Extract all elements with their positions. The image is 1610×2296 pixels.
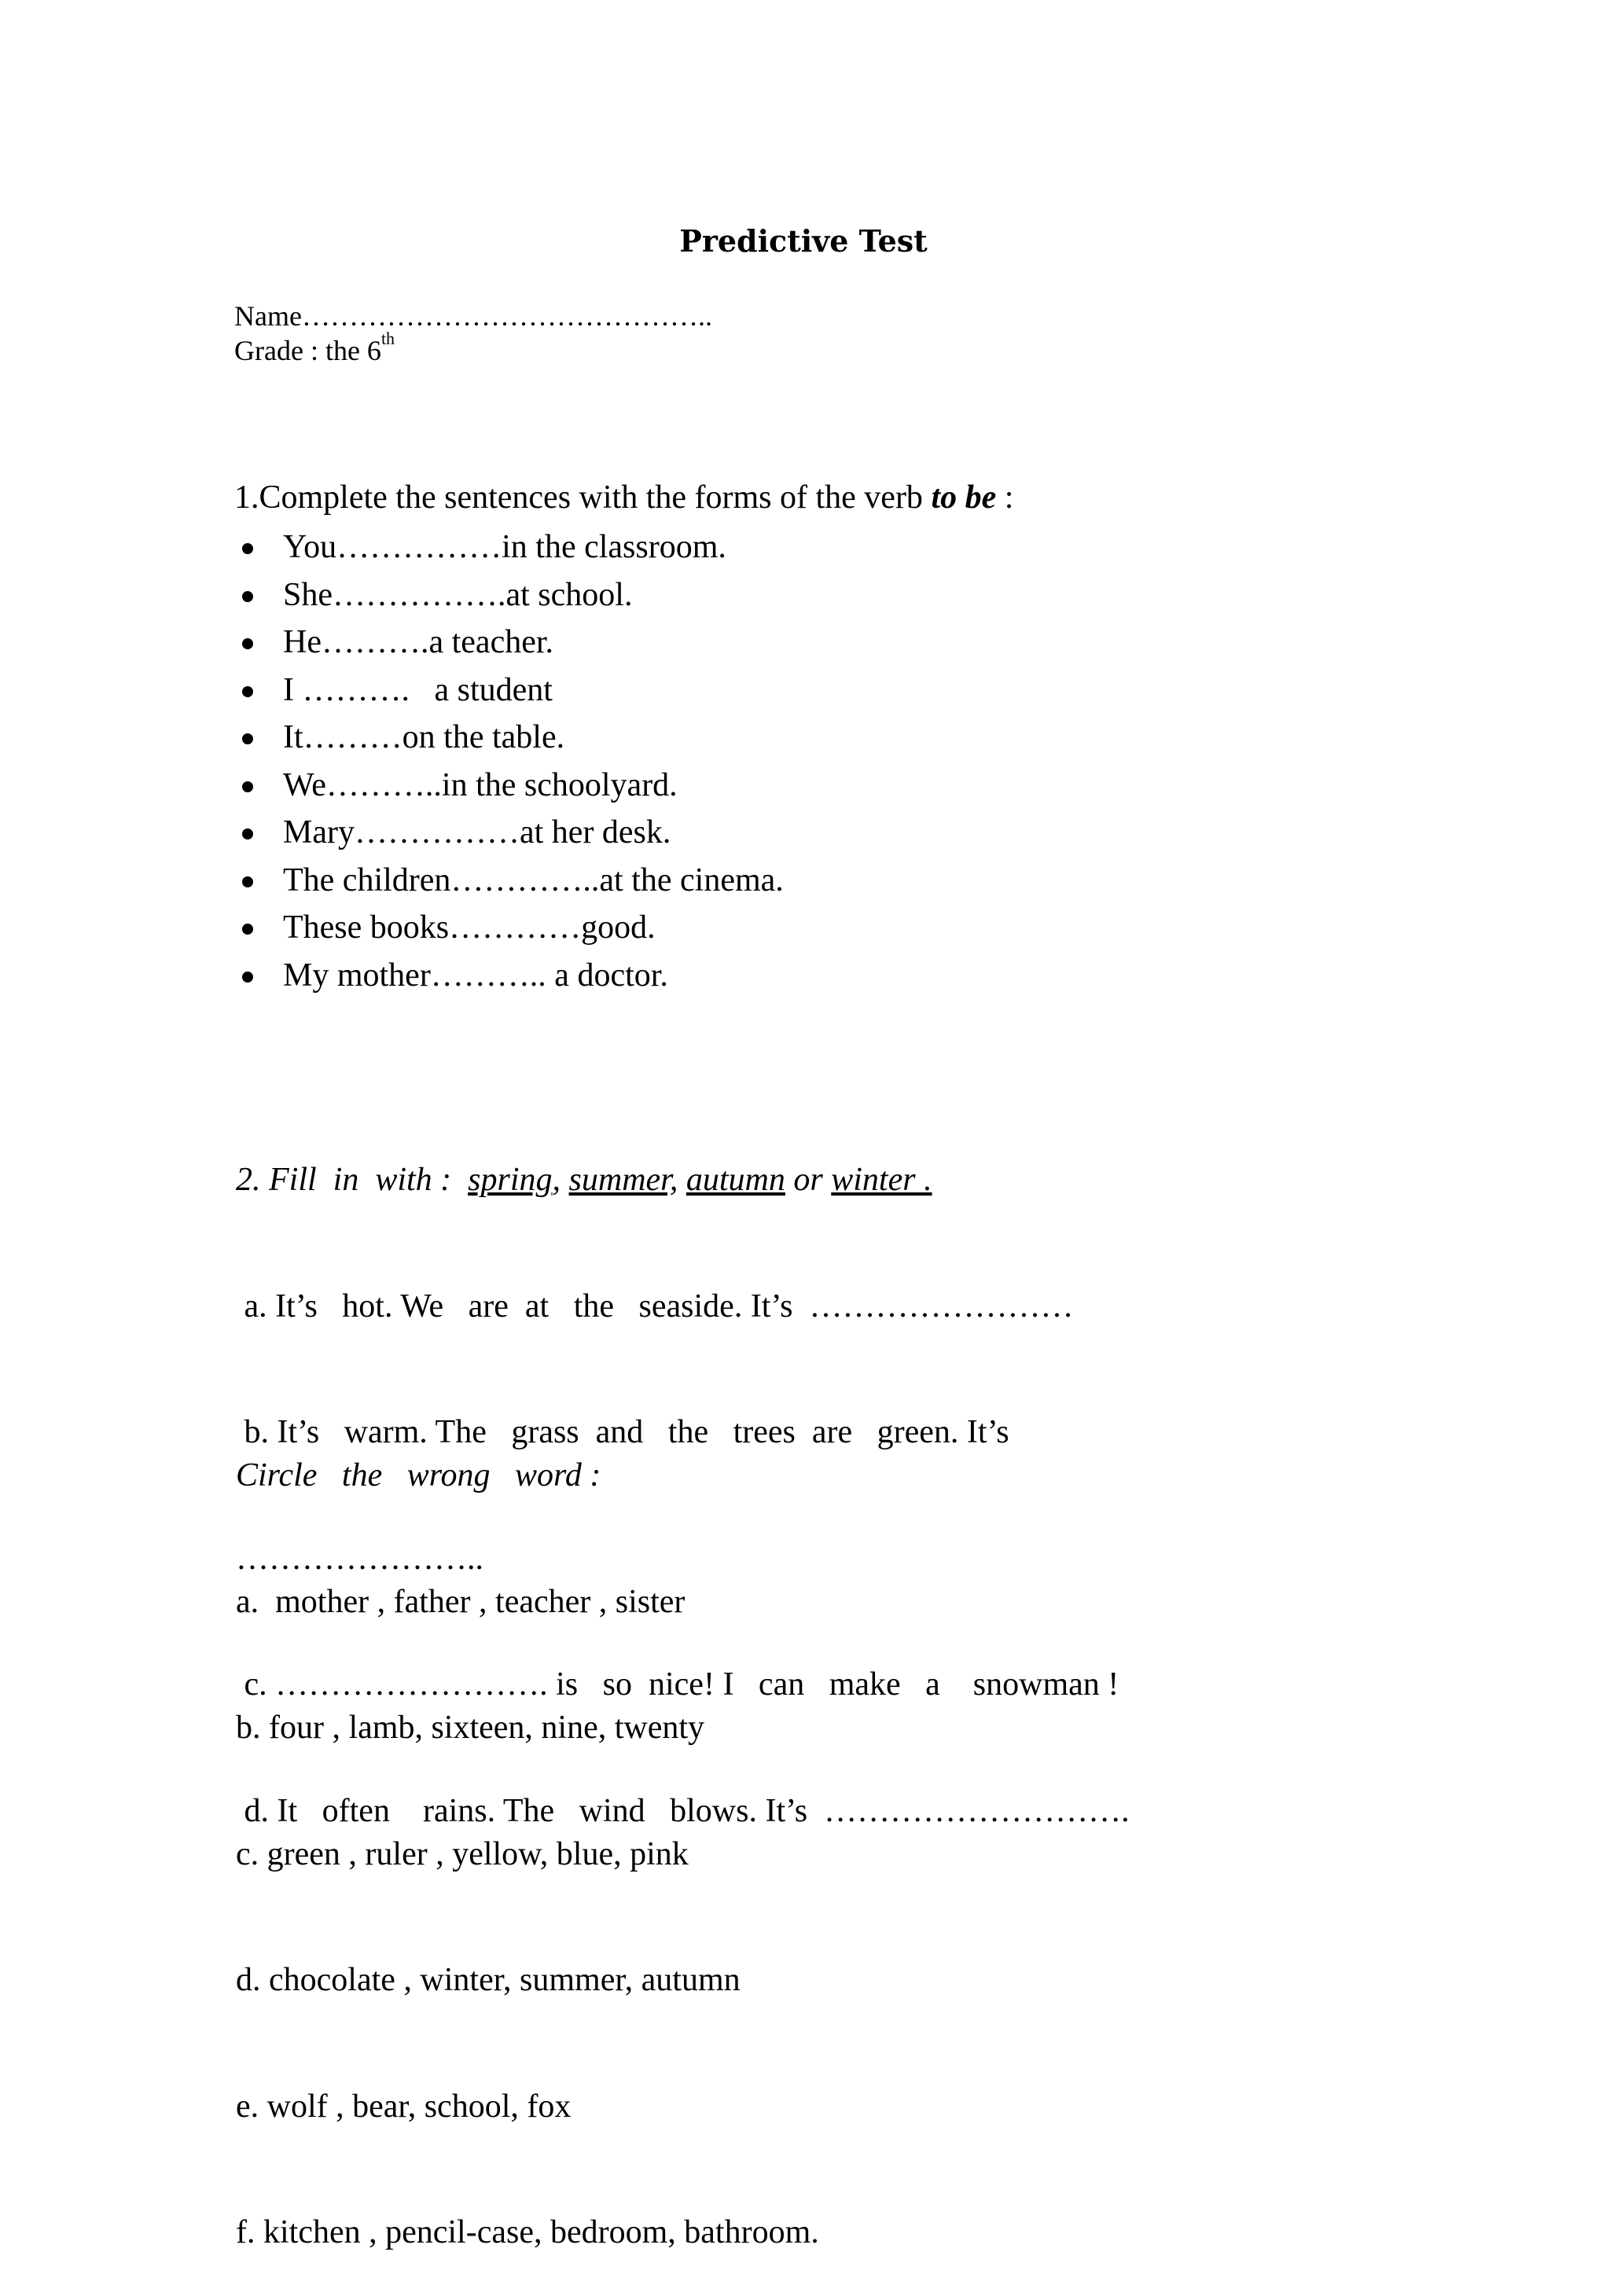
list-item: She…………….at school. (283, 571, 784, 619)
word-spring: spring (468, 1162, 553, 1198)
list-item: My mother……….. a doctor. (283, 952, 784, 1000)
section3-item: e. wolf , bear, school, fox (236, 2088, 572, 2125)
section3-instruction: Circle the wrong word : (236, 1457, 601, 1493)
section3-item: c. green , ruler , yellow, blue, pink (236, 1835, 689, 1872)
list-item: Mary……………at her desk. (283, 809, 784, 857)
verb-to-be: to be (931, 479, 997, 516)
list-item: We………..in the schoolyard. (283, 762, 784, 810)
section2-line: c. ……………………. is so nice! I can make a snowman ! (236, 1666, 1119, 1703)
grade-line (234, 329, 395, 368)
section2-instruction: 2. Fill in with : spring, summer, autumn or winter . (236, 1162, 932, 1198)
word-autumn: autumn (686, 1162, 785, 1198)
section3-item: f. kitchen , pencil-case, bedroom, bathroom. (236, 2214, 819, 2250)
section2-line: ………………….. (236, 1540, 483, 1577)
section3 (236, 1371, 819, 2296)
section2-line: b. It’s warm. The grass and the trees are green. It’s (236, 1414, 1009, 1450)
section3-item: b. four , lamb, sixteen, nine, twenty (236, 1710, 705, 1746)
grade-label: Grade : the 6 (234, 335, 381, 366)
list-item: I ………. a student (283, 667, 784, 715)
section1-list (283, 523, 784, 999)
list-item: The children…………..at the cinema. (283, 857, 784, 905)
section2-line: d. It often rains. The wind blows. It’s ………………………. (236, 1792, 1130, 1829)
list-item: He……….a teacher. (283, 619, 784, 667)
list-item: These books…………good. (283, 904, 784, 952)
name-line: Name…………………………………….. (234, 300, 712, 332)
grade-superscript: th (380, 329, 395, 348)
page-title: Predictive Test (679, 223, 928, 259)
list-item: It………on the table. (283, 714, 784, 762)
list-item: You……………in the classroom. (283, 523, 784, 571)
section3-item: d. chocolate , winter, summer, autumn (236, 1962, 741, 1998)
section2-line: a. It’s hot. We are at the seaside. It’s …………………… (236, 1288, 1074, 1324)
section1-instruction: 1.Complete the sentences with the forms of the verb to be : (234, 479, 1014, 516)
section3-item: a. mother , father , teacher , sister (236, 1583, 686, 1620)
word-winter: winter . (831, 1162, 932, 1198)
word-summer: summer, (568, 1162, 678, 1198)
